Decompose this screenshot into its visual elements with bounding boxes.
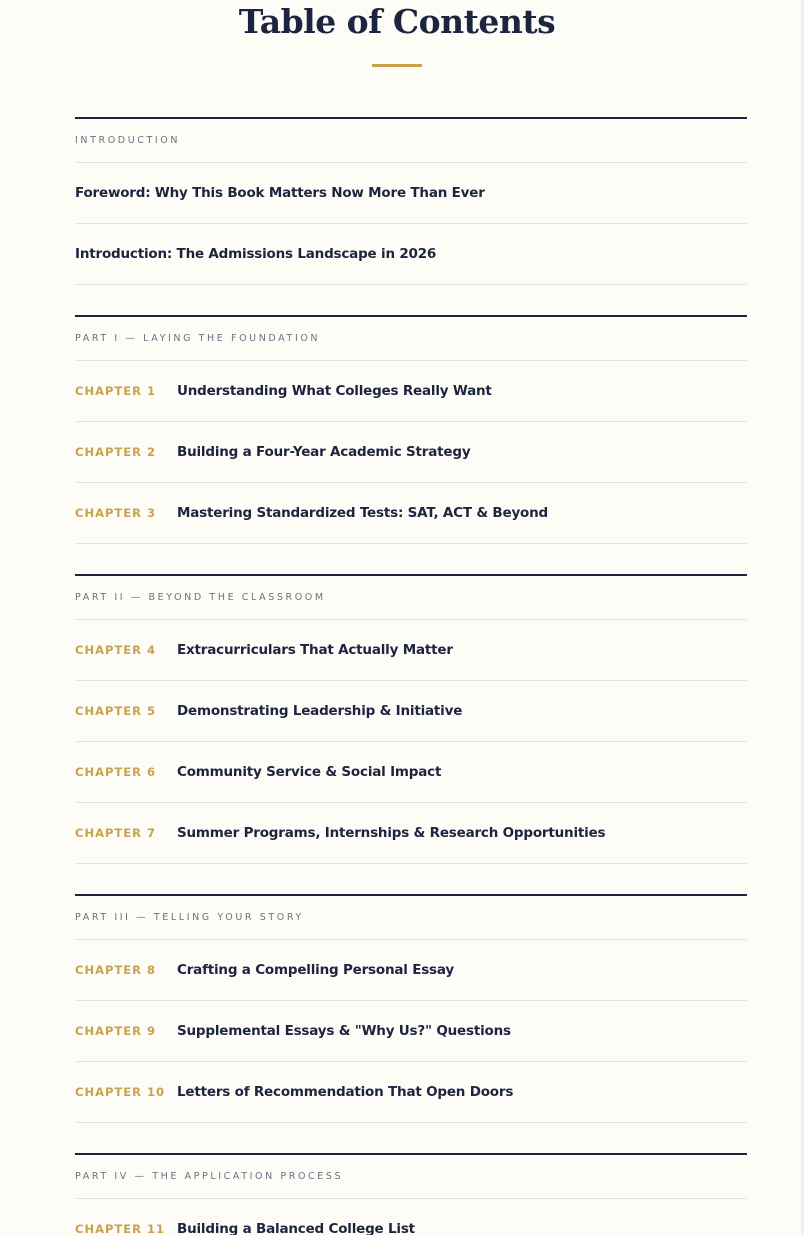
chapter-number: CHAPTER 1	[75, 384, 156, 398]
chapter-number: CHAPTER 9	[75, 1024, 156, 1038]
toc-entry[interactable]	[75, 1062, 747, 1123]
toc-entry[interactable]	[75, 163, 747, 224]
entry-title: Understanding What Colleges Really Want	[177, 383, 492, 399]
chapter-number: CHAPTER 3	[75, 506, 156, 520]
entry-title: Demonstrating Leadership & Initiative	[177, 703, 463, 719]
toc-entry[interactable]	[75, 422, 747, 483]
toc-entry[interactable]	[75, 742, 747, 803]
entry-title: Letters of Recommendation That Open Doors	[177, 1084, 514, 1100]
toc-section	[75, 117, 747, 285]
chapter-number: CHAPTER 8	[75, 963, 156, 977]
toc-section	[75, 894, 747, 1123]
title-underline	[372, 64, 422, 67]
toc-entry[interactable]	[75, 940, 747, 1001]
chapter-number: CHAPTER 6	[75, 765, 156, 779]
chapter-number: CHAPTER 11	[75, 1222, 165, 1235]
toc-entry[interactable]	[75, 483, 747, 544]
chapter-number: CHAPTER 4	[75, 643, 156, 657]
toc-entry[interactable]	[75, 681, 747, 742]
toc-entry[interactable]	[75, 1199, 747, 1235]
toc-entry[interactable]	[75, 620, 747, 681]
entry-title: Foreword: Why This Book Matters Now More Than Ever	[75, 185, 485, 201]
entry-title: Extracurriculars That Actually Matter	[177, 642, 453, 658]
toc-entry[interactable]	[75, 361, 747, 422]
section-heading: INTRODUCTION	[75, 119, 747, 163]
entry-title: Building a Four-Year Academic Strategy	[177, 444, 471, 460]
section-heading: PART III — TELLING YOUR STORY	[75, 896, 747, 940]
entry-title: Introduction: The Admissions Landscape in 2026	[75, 246, 437, 262]
entry-title: Crafting a Compelling Personal Essay	[177, 962, 454, 978]
page-title: Table of Contents	[238, 2, 556, 41]
toc-list	[75, 117, 747, 1235]
chapter-number: CHAPTER 7	[75, 826, 156, 840]
section-heading: PART IV — THE APPLICATION PROCESS	[75, 1155, 747, 1199]
toc-section	[75, 1153, 747, 1235]
toc-entry[interactable]	[75, 803, 747, 864]
entry-title: Building a Balanced College List	[177, 1221, 415, 1235]
toc-section	[75, 315, 747, 544]
section-heading: PART II — BEYOND THE CLASSROOM	[75, 576, 747, 620]
entry-title: Summer Programs, Internships & Research Opportunities	[177, 825, 606, 841]
chapter-number: CHAPTER 10	[75, 1085, 165, 1099]
chapter-number: CHAPTER 2	[75, 445, 156, 459]
toc-entry[interactable]	[75, 224, 747, 285]
toc-section	[75, 574, 747, 864]
chapter-number: CHAPTER 5	[75, 704, 156, 718]
entry-title: Supplemental Essays & "Why Us?" Questions	[177, 1023, 511, 1039]
entry-title: Mastering Standardized Tests: SAT, ACT & Beyond	[177, 505, 549, 521]
section-heading: PART I — LAYING THE FOUNDATION	[75, 317, 747, 361]
entry-title: Community Service & Social Impact	[177, 764, 442, 780]
toc-entry[interactable]	[75, 1001, 747, 1062]
